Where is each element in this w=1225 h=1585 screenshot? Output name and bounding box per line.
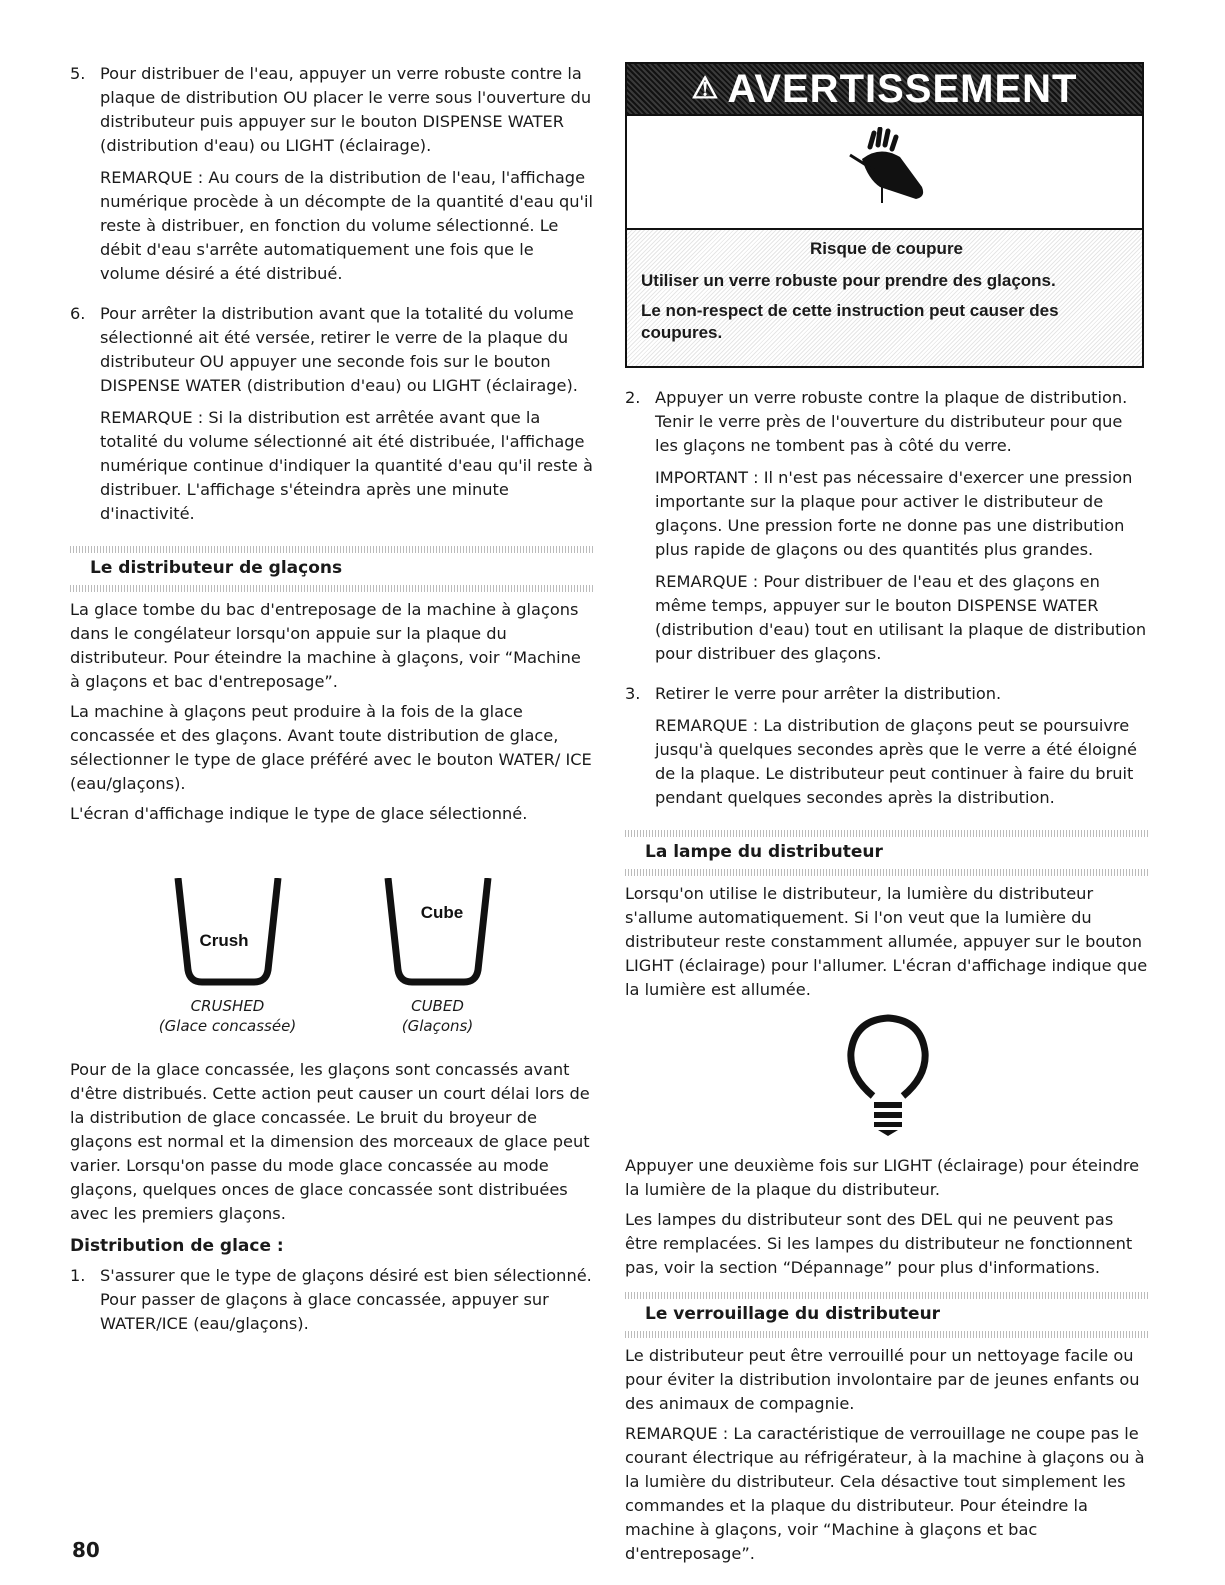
step-number: 5. xyxy=(70,64,86,83)
paragraph: La machine à glaçons peut produire à la fois de la glace concassée et des glaçons. Avant toute distribution de glace, sélectionner le type de glace préféré avec le bouton WATER/ ICE (eau/glaçons). xyxy=(70,702,592,793)
step-5 xyxy=(70,62,595,294)
section-heading-lamp: La lampe du distributeur xyxy=(625,830,1150,870)
warning-risk: Risque de coupure xyxy=(809,239,964,258)
cubed-figure xyxy=(368,878,508,1036)
paragraph: Appuyer une deuxième fois sur LIGHT (éclairage) pour éteindre la lumière de la plaque du distributeur. xyxy=(625,1156,1140,1199)
warning-title-bar xyxy=(627,64,1142,116)
step-note: REMARQUE : Si la distribution est arrêtée avant que la totalité du volume sélectionné ait été distribuée, l'affichage numérique continue d'indiquer la quantité d'eau qu'il reste à distribuer. L'affichage s'éteindra après une minute d'inactivité. xyxy=(100,408,593,523)
step-2 xyxy=(625,386,1150,674)
light-bulb-icon xyxy=(843,1014,933,1138)
step-important: IMPORTANT : Il n'est pas nécessaire d'exercer une pression importante sur la plaque pour activer le distributeur de glaçons. Une pression forte ne donne pas une distribution plus rapide de glaçons ou des quantités plus grandes. xyxy=(655,468,1133,559)
paragraph: Le distributeur peut être verrouillé pour un nettoyage facile ou pour éviter la distribution involontaire par de jeunes enfants ou des animaux de compagnie. xyxy=(625,1346,1140,1413)
section-heading-ice-dispenser: Le distributeur de glaçons xyxy=(70,546,595,586)
subheading-ice-distribution: Distribution de glace : xyxy=(70,1236,284,1256)
crush-label: Crush xyxy=(198,931,249,950)
right-column xyxy=(625,62,1150,1572)
step-text: S'assurer que le type de glaçons désiré est bien sélectionné. Pour passer de glaçons à glace concassée, appuyer sur WATER/ICE (eau/glaçons). xyxy=(100,1266,592,1333)
paragraph: REMARQUE : La caractéristique de verrouillage ne coupe pas le courant électrique au réfrigérateur, à la machine à glaçons ou à la lumière du distributeur. Cela désactive tout simplement les commandes et la plaque du distributeur. Pour éteindre la machine à glaçons, voir “Machine à glaçons et bac d'entreposage”. xyxy=(625,1424,1145,1563)
warning-box xyxy=(625,62,1144,368)
step-6 xyxy=(70,302,595,534)
paragraph: Pour de la glace concassée, les glaçons sont concassés avant d'être distribués. Cette action peut causer un court délai lors de la distribution de glace concassée. Le bruit du broyeur de glaçons est normal et la dimension des morceaux de glace peut varier. Lorsqu'on passe du mode glace concassée au mode glaçons, quelques onces de glace concassée sont distribuées avec les premiers glaçons. xyxy=(70,1060,590,1223)
step-text: Retirer le verre pour arrêter la distribution. xyxy=(655,684,1002,703)
step-text: Pour arrêter la distribution avant que la totalité du volume sélectionné ait été versée, retirer le verre de la plaque du distributeur OU appuyer une seconde fois sur le bouton DISPENSE WATER (distribution d'eau) ou LIGHT (éclairage). xyxy=(100,304,578,395)
cubed-caption: CUBED xyxy=(411,997,464,1015)
paragraph: Les lampes du distributeur sont des DEL qui ne peuvent pas être remplacées. Si les lampes du distributeur ne fonctionnent pas, voir la section “Dépannage” pour plus d'informations. xyxy=(625,1210,1133,1277)
warning-line-1: Utiliser un verre robuste pour prendre des glaçons. xyxy=(641,271,1056,290)
cubed-cup-icon xyxy=(382,878,494,988)
step-note: REMARQUE : Pour distribuer de l'eau et des glaçons en même temps, appuyer sur le bouton DISPENSE WATER (distribution d'eau) tout en utilisant la plaque de distribution pour distribuer des glaçons. xyxy=(655,572,1147,663)
step-number: 6. xyxy=(70,304,86,323)
step-text: Pour distribuer de l'eau, appuyer un verre robuste contre la plaque de distribution OU placer le verre sous l'ouverture du distributeur puis appuyer sur le bouton DISPENSE WATER (distribution d'eau) ou LIGHT (éclairage). xyxy=(100,64,592,155)
cut-hand-icon xyxy=(840,127,930,217)
paragraph: La glace tombe du bac d'entreposage de la machine à glaçons dans le congélateur lorsqu'on appuie sur la plaque du distributeur. Pour éteindre la machine à glaçons, voir “Machine à glaçons et bac d'entreposage”. xyxy=(70,600,581,691)
cubed-subcaption: (Glaçons) xyxy=(401,1017,474,1035)
crushed-cup-icon xyxy=(172,878,284,988)
warning-line-2: Le non-respect de cette instruction peut causer des coupures. xyxy=(641,301,1059,342)
warning-triangle-icon: ⚠ xyxy=(691,72,720,105)
step-number: 2. xyxy=(625,388,641,407)
crushed-figure xyxy=(158,878,298,1036)
step-note: REMARQUE : Au cours de la distribution de l'eau, l'affichage numérique procède à un décompte de la quantité d'eau qu'il reste à distribuer, en fonction du volume sélectionné. Le débit d'eau s'arrête automatiquement une fois que le volume désiré a été distribué. xyxy=(100,168,593,283)
step-1 xyxy=(70,1264,595,1344)
step-3 xyxy=(625,682,1150,818)
step-note: REMARQUE : La distribution de glaçons peut se poursuivre jusqu'à quelques secondes après que le verre a été éloigné de la plaque. Le distributeur peut continuer à faire du bruit pendant quelques secondes après la distribution. xyxy=(655,716,1137,807)
paragraph: Lorsqu'on utilise le distributeur, la lumière du distributeur s'allume automatiquement. Si l'on veut que la lumière du distributeur reste constamment allumée, appuyer sur le bouton LIGHT (éclairage) pour l'allumer. L'écran d'affichage indique que la lumière est allumée. xyxy=(625,884,1148,999)
cube-label: Cube xyxy=(420,903,463,922)
section-heading-lock: Le verrouillage du distributeur xyxy=(625,1292,1150,1332)
left-column xyxy=(70,62,595,1352)
crushed-subcaption: (Glace concassée) xyxy=(158,1017,297,1035)
ice-type-figures xyxy=(70,878,595,1036)
step-number: 1. xyxy=(70,1266,86,1285)
warning-title: AVERTISSEMENT xyxy=(727,67,1078,111)
step-number: 3. xyxy=(625,684,641,703)
paragraph: L'écran d'affichage indique le type de glace sélectionné. xyxy=(70,804,528,823)
page-number: 80 xyxy=(72,1538,100,1562)
step-text: Appuyer un verre robuste contre la plaque de distribution. Tenir le verre près de l'ouverture du distributeur pour que les glaçons ne tombent pas à côté du verre. xyxy=(655,388,1128,455)
crushed-caption: CRUSHED xyxy=(190,997,265,1015)
